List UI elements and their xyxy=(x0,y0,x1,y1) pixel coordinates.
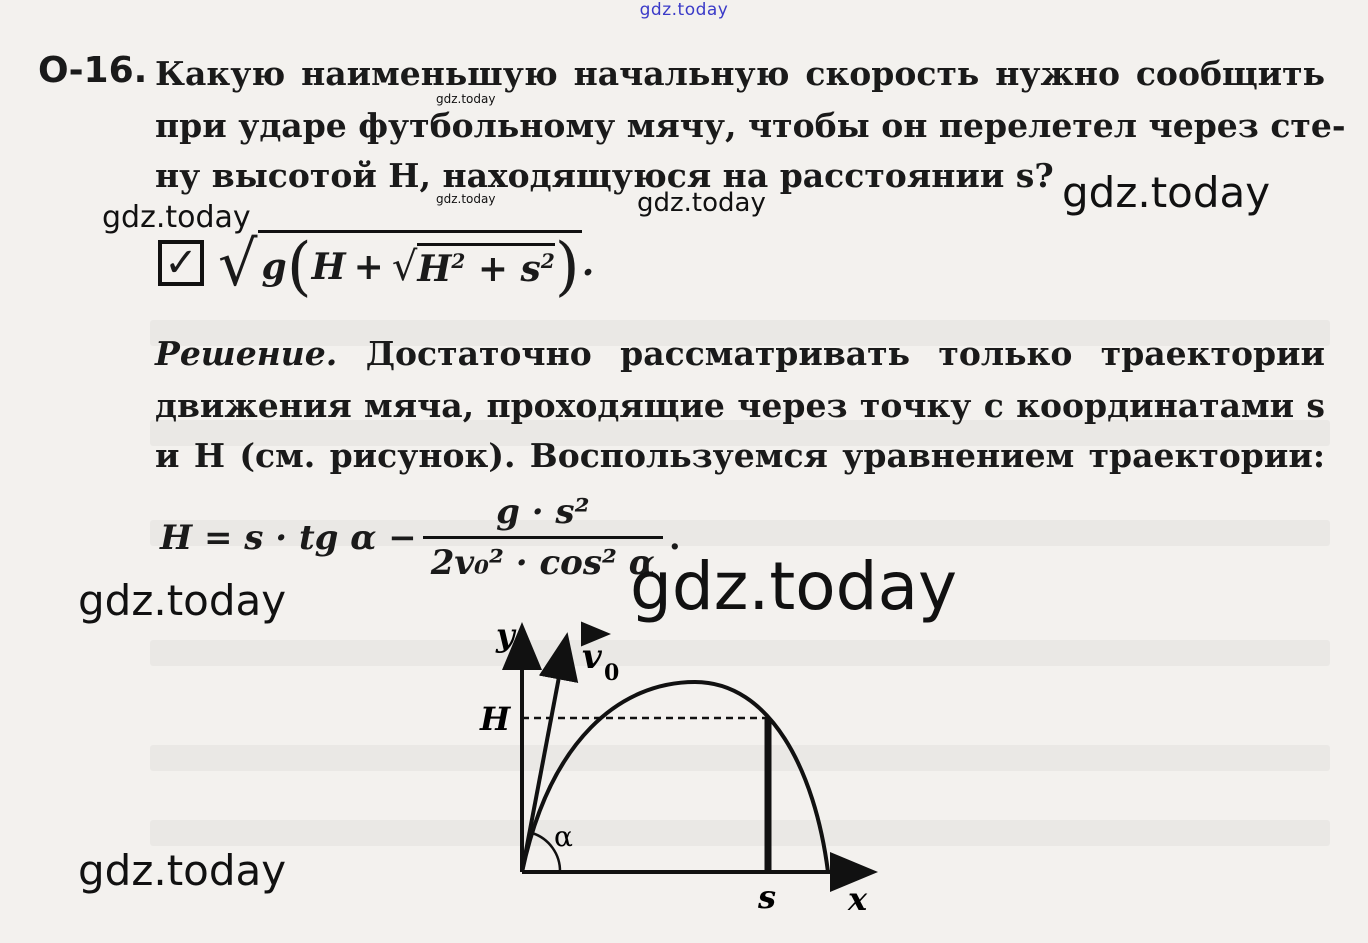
watermark-left-top: gdz.today xyxy=(102,200,251,235)
velocity-label: v xyxy=(582,637,602,677)
watermark-left-mid: gdz.today xyxy=(78,576,287,625)
checkbox-icon: ✓ xyxy=(158,240,204,286)
exp-s: 2 xyxy=(540,249,555,273)
x-axis-label: x xyxy=(848,880,868,918)
solution-line-3: и H (см. рисунок). Воспользуемся уравнением траектории: xyxy=(155,436,1325,475)
trajectory-equation xyxy=(160,492,681,583)
answer-g: g xyxy=(261,245,287,288)
watermark-center-small: gdz.today xyxy=(637,188,766,218)
y-axis-label: y xyxy=(496,616,515,654)
solution-line-2: движения мяча, проходящие через точку с координатами s xyxy=(155,386,1325,425)
answer-radicand xyxy=(258,229,582,304)
site-watermark-header: gdz.today xyxy=(639,0,729,20)
answer-plus: + xyxy=(353,245,384,288)
inner-sqrt-icon: √ xyxy=(391,243,418,290)
answer-end: . xyxy=(581,242,595,284)
question-line-1: Какую наименьшую начальную скорость нужно сообщить xyxy=(155,54,1325,93)
question-line-2: при ударе футбольному мячу, чтобы он перелетел через сте- xyxy=(155,106,1346,145)
equation-fraction xyxy=(423,492,663,583)
answer-row xyxy=(158,226,595,304)
equation-end: . xyxy=(668,517,681,558)
trajectory-figure xyxy=(470,610,890,920)
equation-denominator: 2v₀² · cos² α xyxy=(423,536,663,583)
equation-numerator: g · s² xyxy=(496,492,590,532)
solution-text-1: Достаточно рассматривать только траектории xyxy=(365,334,1325,373)
watermark-tiny-2: gdz.today xyxy=(436,192,496,206)
question-line-3: ну высотой H, находящуюся на расстоянии s? xyxy=(155,156,1054,195)
watermark-top-right: gdz.today xyxy=(1062,168,1271,217)
distance-label: s xyxy=(758,878,777,916)
watermark-left-bottom: gdz.today xyxy=(78,846,287,895)
exp-H: 2 xyxy=(451,249,466,273)
paren-right: ) xyxy=(554,229,580,304)
angle-label: α xyxy=(554,820,573,853)
paren-left: ( xyxy=(286,229,312,304)
answer-H: H xyxy=(311,245,346,288)
inner-radicand xyxy=(417,243,554,290)
watermark-tiny-1: gdz.today xyxy=(436,92,496,106)
velocity-subscript: 0 xyxy=(604,660,620,686)
solution-heading: Решение. xyxy=(155,334,338,373)
answer-H2: H xyxy=(417,248,452,290)
answer-plus-2: + xyxy=(477,248,508,290)
answer-s2: s xyxy=(520,248,541,290)
sqrt-icon: √ xyxy=(218,226,258,300)
equation-lhs: H = s · tg α − xyxy=(160,517,417,558)
solution-line-1 xyxy=(155,334,1325,374)
answer-formula xyxy=(218,226,595,304)
problem-number: О-16. xyxy=(38,50,148,91)
watermark-large: gdz.today xyxy=(630,548,958,625)
height-label: H xyxy=(480,700,511,738)
